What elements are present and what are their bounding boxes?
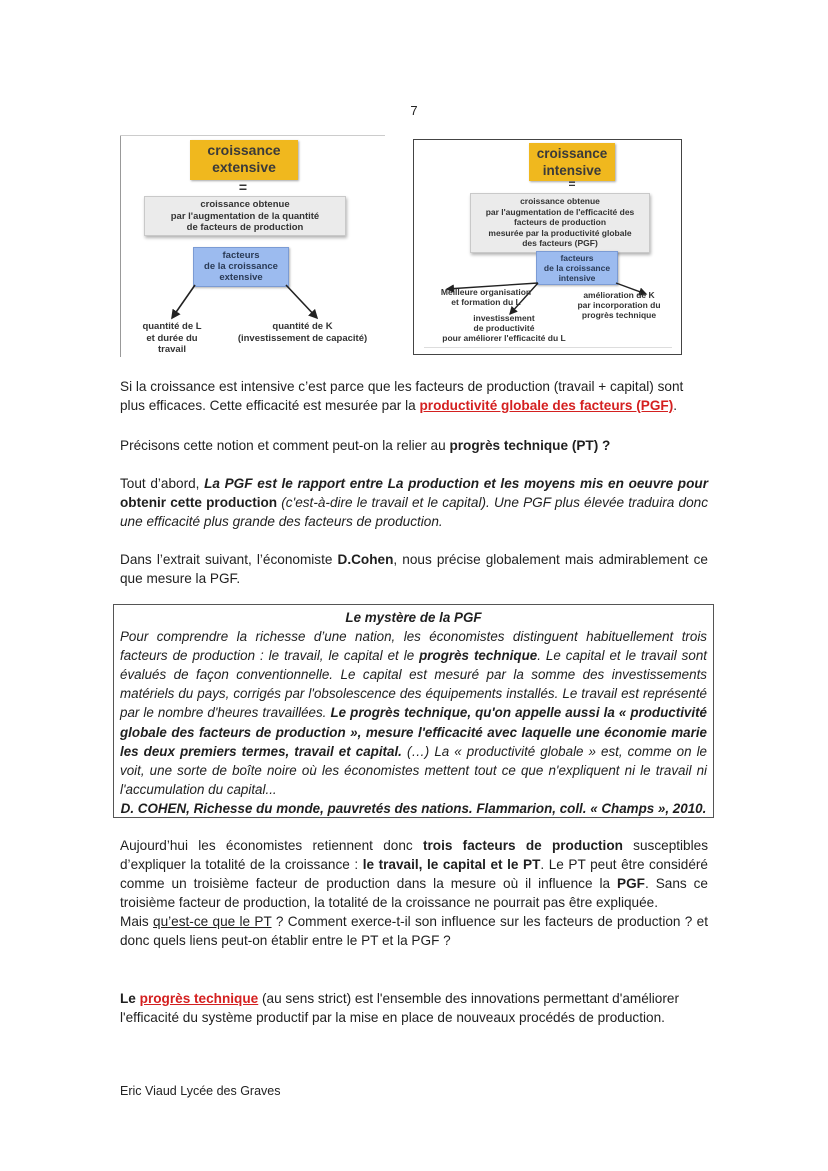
quote-body [120,627,707,799]
quote-source: D. COHEN, Richesse du monde, pauvretés des nations. Flammarion, coll. « Champs », 2010. [120,800,707,816]
paragraph-text: , nous précise globalement mais admirablement ce que mesure la PGF. [120,552,708,586]
definition-line: croissance obtenue [200,199,290,210]
factors-line: de la croissance [204,261,278,272]
factors-line: facteurs [222,250,260,261]
leaf-line: investissement [473,313,535,323]
bold-text: obtenir cette production [120,495,278,510]
definition-line: facteurs de production [513,217,607,227]
page-number: 7 [410,103,418,118]
leaf-line: amélioration de K [583,290,655,300]
factors-line: extensive [219,272,263,283]
paragraph-text: susceptibles d’expliquer la totalité de la croissance : [120,838,708,872]
diagram-intensive-growth [413,139,682,355]
leaf-line: par incorporation du [577,300,661,310]
leaf-line: quantité de K [272,321,333,332]
equals-sign: = [238,179,248,195]
paragraph-text: Si la croissance est intensive c’est parce que les facteurs de production (travail + capital) sont plus efficaces. Cette efficacité est mesurée par la [120,379,684,413]
bold-text: PGF [617,876,645,891]
title-line: croissance [207,142,281,158]
pgf-link[interactable]: productivité globale des facteurs (PGF) [419,398,674,413]
paragraph-text: Tout d’abord, [120,476,205,491]
leaf-line: travail [158,344,186,355]
quote-bold-text: progrès technique [419,648,538,664]
leaf-line: de productivité [473,323,535,333]
quote-text: (…) La « productivité globale » est, comme on le voit, une sorte de boîte noire où les économistes mettent tout ce que n'expliquent ni le travail ni l'accumulation du capital... [120,743,707,797]
factors-line: de la croissance [543,263,611,273]
leaf-organisation-training [426,287,546,307]
paragraph-text: Aujourd’hui les économistes retiennent donc [120,838,423,853]
bold-italic-text: La PGF est le rapport entre La production et les moyens mis en oeuvre pour [204,476,708,491]
definition-line: par l'augmentation de la quantité [170,210,320,222]
leaf-productivity-investment [429,313,579,343]
bold-text: le travail, le capital et le PT [362,857,541,872]
paragraph-text: Dans l’extrait suivant, l’économiste [120,552,338,567]
leaf-line: quantité de L [142,321,202,332]
quote-title: Le mystère de la PGF [345,610,482,625]
definition-line: mesurée par la productivité globale [488,227,632,238]
paragraph-text: Mais [120,914,154,929]
leaf-line: et formation du L [451,297,521,307]
progres-technique-link[interactable]: progrès technique [139,991,259,1006]
quote-bold-text: Le progrès technique, qu'on appelle aussi la « productivité globale des facteurs de production », mesure l'efficacité avec laquelle une économie marie les deux premiers termes, travail et capital. [120,705,707,759]
paragraph-text: . Le PT peut être considéré comme un troisième facteur de production dans la mesure où il influence la [120,857,708,891]
bold-text: trois facteurs de production [422,838,623,853]
definition-line: des facteurs (PGF) [522,238,598,248]
leaf-line: pour améliorer l'efficacité du L [442,333,566,343]
title-line: croissance [536,146,608,161]
title-line: intensive [542,163,602,178]
paragraph-text: Précisons cette notion et comment peut-on la relier au [120,438,450,453]
factors-line: facteurs [560,253,594,263]
paragraph-three-factors [120,836,708,950]
paragraph-cohen-intro [120,550,708,588]
factors-line: intensive [558,273,596,283]
bold-text: progrès technique (PT) ? [449,438,611,453]
arrow-to-labour [172,285,195,318]
quote-text: Pour comprendre la richesse d’une nation, les économistes distinguent habituellement trois facteurs de production : le travail, le capital et le [120,629,707,664]
bold-text: D.Cohen [337,552,394,567]
bold-text: Le [120,991,140,1006]
definition-line: de facteurs de production [186,222,304,233]
leaf-labour-quantity [128,321,216,356]
quote-box [113,604,714,818]
paragraph-pgf-definition [120,474,708,531]
definition-line: croissance obtenue [520,196,600,206]
paragraph-text: . [673,398,678,413]
underlined-text: qu’est-ce que le PT [153,914,272,929]
paragraph-pt-question [120,436,708,455]
leaf-capital-quantity [220,321,385,344]
leaf-line: progrès technique [581,310,657,320]
paragraph-pt-definition [120,989,708,1027]
title-line: extensive [212,159,276,175]
equals-sign: = [568,177,576,191]
paragraph-text: (au sens strict) est l'ensemble des innovations permettant d'améliorer l'efficacité du système productif par la mise en place de nouveaux procédés de production. [120,991,679,1025]
diagram-extensive-growth [120,135,385,357]
paragraph-text: ? Comment exerce-t-il son influence sur les facteurs de production ? et donc quels liens peut-on établir entre le PT et la PGF ? [120,914,708,948]
paragraph-intensive-growth [120,377,708,415]
definition-line: par l'augmentation de l'efficacité des [485,206,635,217]
arrow-to-capital [286,285,317,318]
page-footer: Eric Viaud Lycée des Graves [120,1084,281,1098]
leaf-line: et durée du [146,332,198,344]
leaf-line: Meilleure organisation [440,287,532,297]
leaf-line: (investissement de capacité) [237,332,368,344]
quote-text: . Le capital et le travail sont évalués de façon conventionnelle. Le capital est mesuré par la somme des investissements matériels du pays, corrigés par l'obsolescence des équipements installés. Le travail est représenté par le nombre d'heures travaillées. [120,648,707,721]
italic-text: (c'est-à-dire le travail et le capital). Une PGF plus élevée traduira donc une efficacité plus grande des facteurs de production. [120,495,708,529]
diagram-divider [424,347,672,348]
paragraph-text: . Sans ce troisième facteur de production, la totalité de la croissance ne pourrait pas être expliquée. [120,876,708,910]
